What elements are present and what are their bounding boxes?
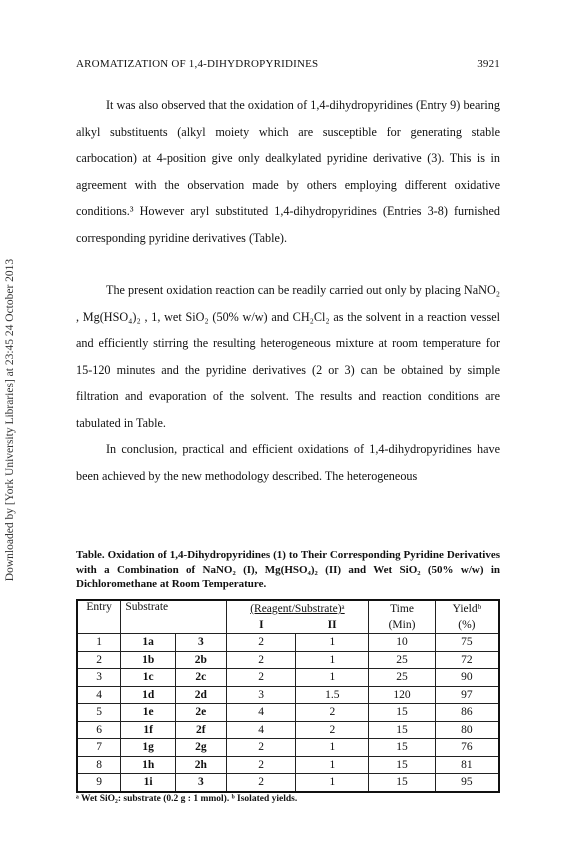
paragraph-2 xyxy=(76,277,500,437)
cell-ratio-i: 3 xyxy=(226,686,296,704)
cell-substrate: 1e xyxy=(121,704,176,722)
cell-entry: 8 xyxy=(77,756,121,774)
table-row xyxy=(77,721,499,739)
cell-ratio-i: 2 xyxy=(226,651,296,669)
cell-ratio-ii: 1 xyxy=(296,739,369,757)
cell-yield: 75 xyxy=(435,634,499,652)
table-caption: Table. Oxidation of 1,4-Dihydropyridines (1) to Their Corresponding Pyridine Derivatives with a Combination of NaNO₂ (I), Mg(HSO₄)₂ (II) and Wet SiO₂ (50% w/w) in Dichloromethane at Room Temperature. xyxy=(76,549,500,590)
header-ratio-ii: II xyxy=(296,617,369,634)
paragraph-3-text: In conclusion, practical and efficient oxidations of 1,4-dihydropyridines have been achieved by the new methodology described. The heterogeneous xyxy=(76,442,500,483)
cell-entry: 5 xyxy=(77,704,121,722)
running-title: AROMATIZATION OF 1,4-DIHYDROPYRIDINES xyxy=(76,58,319,70)
table-row xyxy=(77,686,499,704)
header-ratio-i: I xyxy=(226,617,296,634)
running-header xyxy=(76,58,500,70)
cell-time: 10 xyxy=(369,634,436,652)
cell-substrate: 1i xyxy=(121,774,176,792)
header-entry: Entry xyxy=(77,600,121,634)
paragraph-3 xyxy=(76,436,500,489)
table-row xyxy=(77,651,499,669)
cell-substrate: 1d xyxy=(121,686,176,704)
header-ratio xyxy=(226,600,369,617)
cell-ratio-ii: 1 xyxy=(296,651,369,669)
table-body xyxy=(77,634,499,792)
cell-time: 15 xyxy=(369,739,436,757)
cell-product: 2d xyxy=(176,686,227,704)
cell-substrate: 1f xyxy=(121,721,176,739)
header-yield: Yieldᵇ xyxy=(435,600,499,617)
cell-yield: 81 xyxy=(435,756,499,774)
cell-ratio-ii: 2 xyxy=(296,721,369,739)
cell-yield: 90 xyxy=(435,669,499,687)
cell-yield: 80 xyxy=(435,721,499,739)
cell-yield: 86 xyxy=(435,704,499,722)
cell-product: 3 xyxy=(176,774,227,792)
cell-substrate: 1b xyxy=(121,651,176,669)
cell-product: 2f xyxy=(176,721,227,739)
cell-entry: 9 xyxy=(77,774,121,792)
cell-product: 2c xyxy=(176,669,227,687)
header-ratio-text: (Reagent/Substrate)ᵃ xyxy=(250,603,345,615)
cell-product: 2h xyxy=(176,756,227,774)
table-row xyxy=(77,756,499,774)
cell-entry: 6 xyxy=(77,721,121,739)
cell-product: 2b xyxy=(176,651,227,669)
table-row xyxy=(77,739,499,757)
table-row xyxy=(77,774,499,792)
cell-ratio-ii: 1 xyxy=(296,669,369,687)
cell-ratio-i: 2 xyxy=(226,739,296,757)
table-row xyxy=(77,669,499,687)
cell-product: 2g xyxy=(176,739,227,757)
cell-yield: 72 xyxy=(435,651,499,669)
cell-time: 25 xyxy=(369,669,436,687)
table-row xyxy=(77,634,499,652)
cell-time: 15 xyxy=(369,704,436,722)
cell-ratio-i: 2 xyxy=(226,634,296,652)
cell-yield: 76 xyxy=(435,739,499,757)
cell-entry: 7 xyxy=(77,739,121,757)
cell-entry: 1 xyxy=(77,634,121,652)
page-number: 3921 xyxy=(477,58,500,70)
header-time-unit: (Min) xyxy=(369,617,436,634)
table-row xyxy=(77,704,499,722)
cell-ratio-i: 4 xyxy=(226,704,296,722)
cell-substrate: 1h xyxy=(121,756,176,774)
paragraph-2-text: The present oxidation reaction can be readily carried out only by placing NaNO₂ , Mg(HSO₄)₂ , 1, wet SiO₂ (50% w/w) and CH₂Cl₂ as the solvent in a reaction vessel and efficiently stirring the resulting heterogeneous mixture at room temperature for 15-120 minutes and the pyridine derivatives (2 or 3) can be obtained by simple filtration and evaporation of the solvent. The results and reaction conditions are tabulated in Table. xyxy=(76,283,500,430)
cell-entry: 2 xyxy=(77,651,121,669)
cell-ratio-i: 4 xyxy=(226,721,296,739)
table-header-row xyxy=(77,600,499,617)
header-substrate: Substrate xyxy=(121,600,226,634)
cell-yield: 97 xyxy=(435,686,499,704)
cell-product: 2e xyxy=(176,704,227,722)
download-watermark-text: Downloaded by [York University Libraries] at 23:45 24 October 2013 xyxy=(4,258,16,582)
download-watermark xyxy=(0,0,20,864)
cell-substrate: 1g xyxy=(121,739,176,757)
header-time: Time xyxy=(369,600,436,617)
cell-substrate: 1c xyxy=(121,669,176,687)
cell-entry: 4 xyxy=(77,686,121,704)
cell-entry: 3 xyxy=(77,669,121,687)
cell-ratio-i: 2 xyxy=(226,774,296,792)
cell-time: 120 xyxy=(369,686,436,704)
cell-time: 15 xyxy=(369,774,436,792)
cell-ratio-i: 2 xyxy=(226,756,296,774)
header-yield-unit: (%) xyxy=(435,617,499,634)
cell-yield: 95 xyxy=(435,774,499,792)
cell-ratio-ii: 1 xyxy=(296,756,369,774)
cell-ratio-i: 2 xyxy=(226,669,296,687)
cell-substrate: 1a xyxy=(121,634,176,652)
cell-ratio-ii: 1 xyxy=(296,634,369,652)
cell-ratio-ii: 2 xyxy=(296,704,369,722)
cell-ratio-ii: 1 xyxy=(296,774,369,792)
cell-time: 15 xyxy=(369,756,436,774)
paragraph-1 xyxy=(76,92,500,252)
cell-time: 25 xyxy=(369,651,436,669)
results-table xyxy=(76,599,500,793)
cell-ratio-ii: 1.5 xyxy=(296,686,369,704)
paragraph-1-text: It was also observed that the oxidation of 1,4-dihydropyridines (Entry 9) bearing alkyl substituents (alkyl moiety which are susceptible for generating stable carbocation) at 4-position give only dealkylated pyridine derivative (3). This is in agreement with the observation made by others employing different oxidative conditions.³ However aryl substituted 1,4-dihydropyridines (Entries 3-8) furnished corresponding pyridine derivatives (Table). xyxy=(76,98,500,245)
cell-product: 3 xyxy=(176,634,227,652)
cell-time: 15 xyxy=(369,721,436,739)
table-footnote: ᵃ Wet SiO₂: substrate (0.2 g : 1 mmol). ᵇ Isolated yields. xyxy=(76,794,298,804)
